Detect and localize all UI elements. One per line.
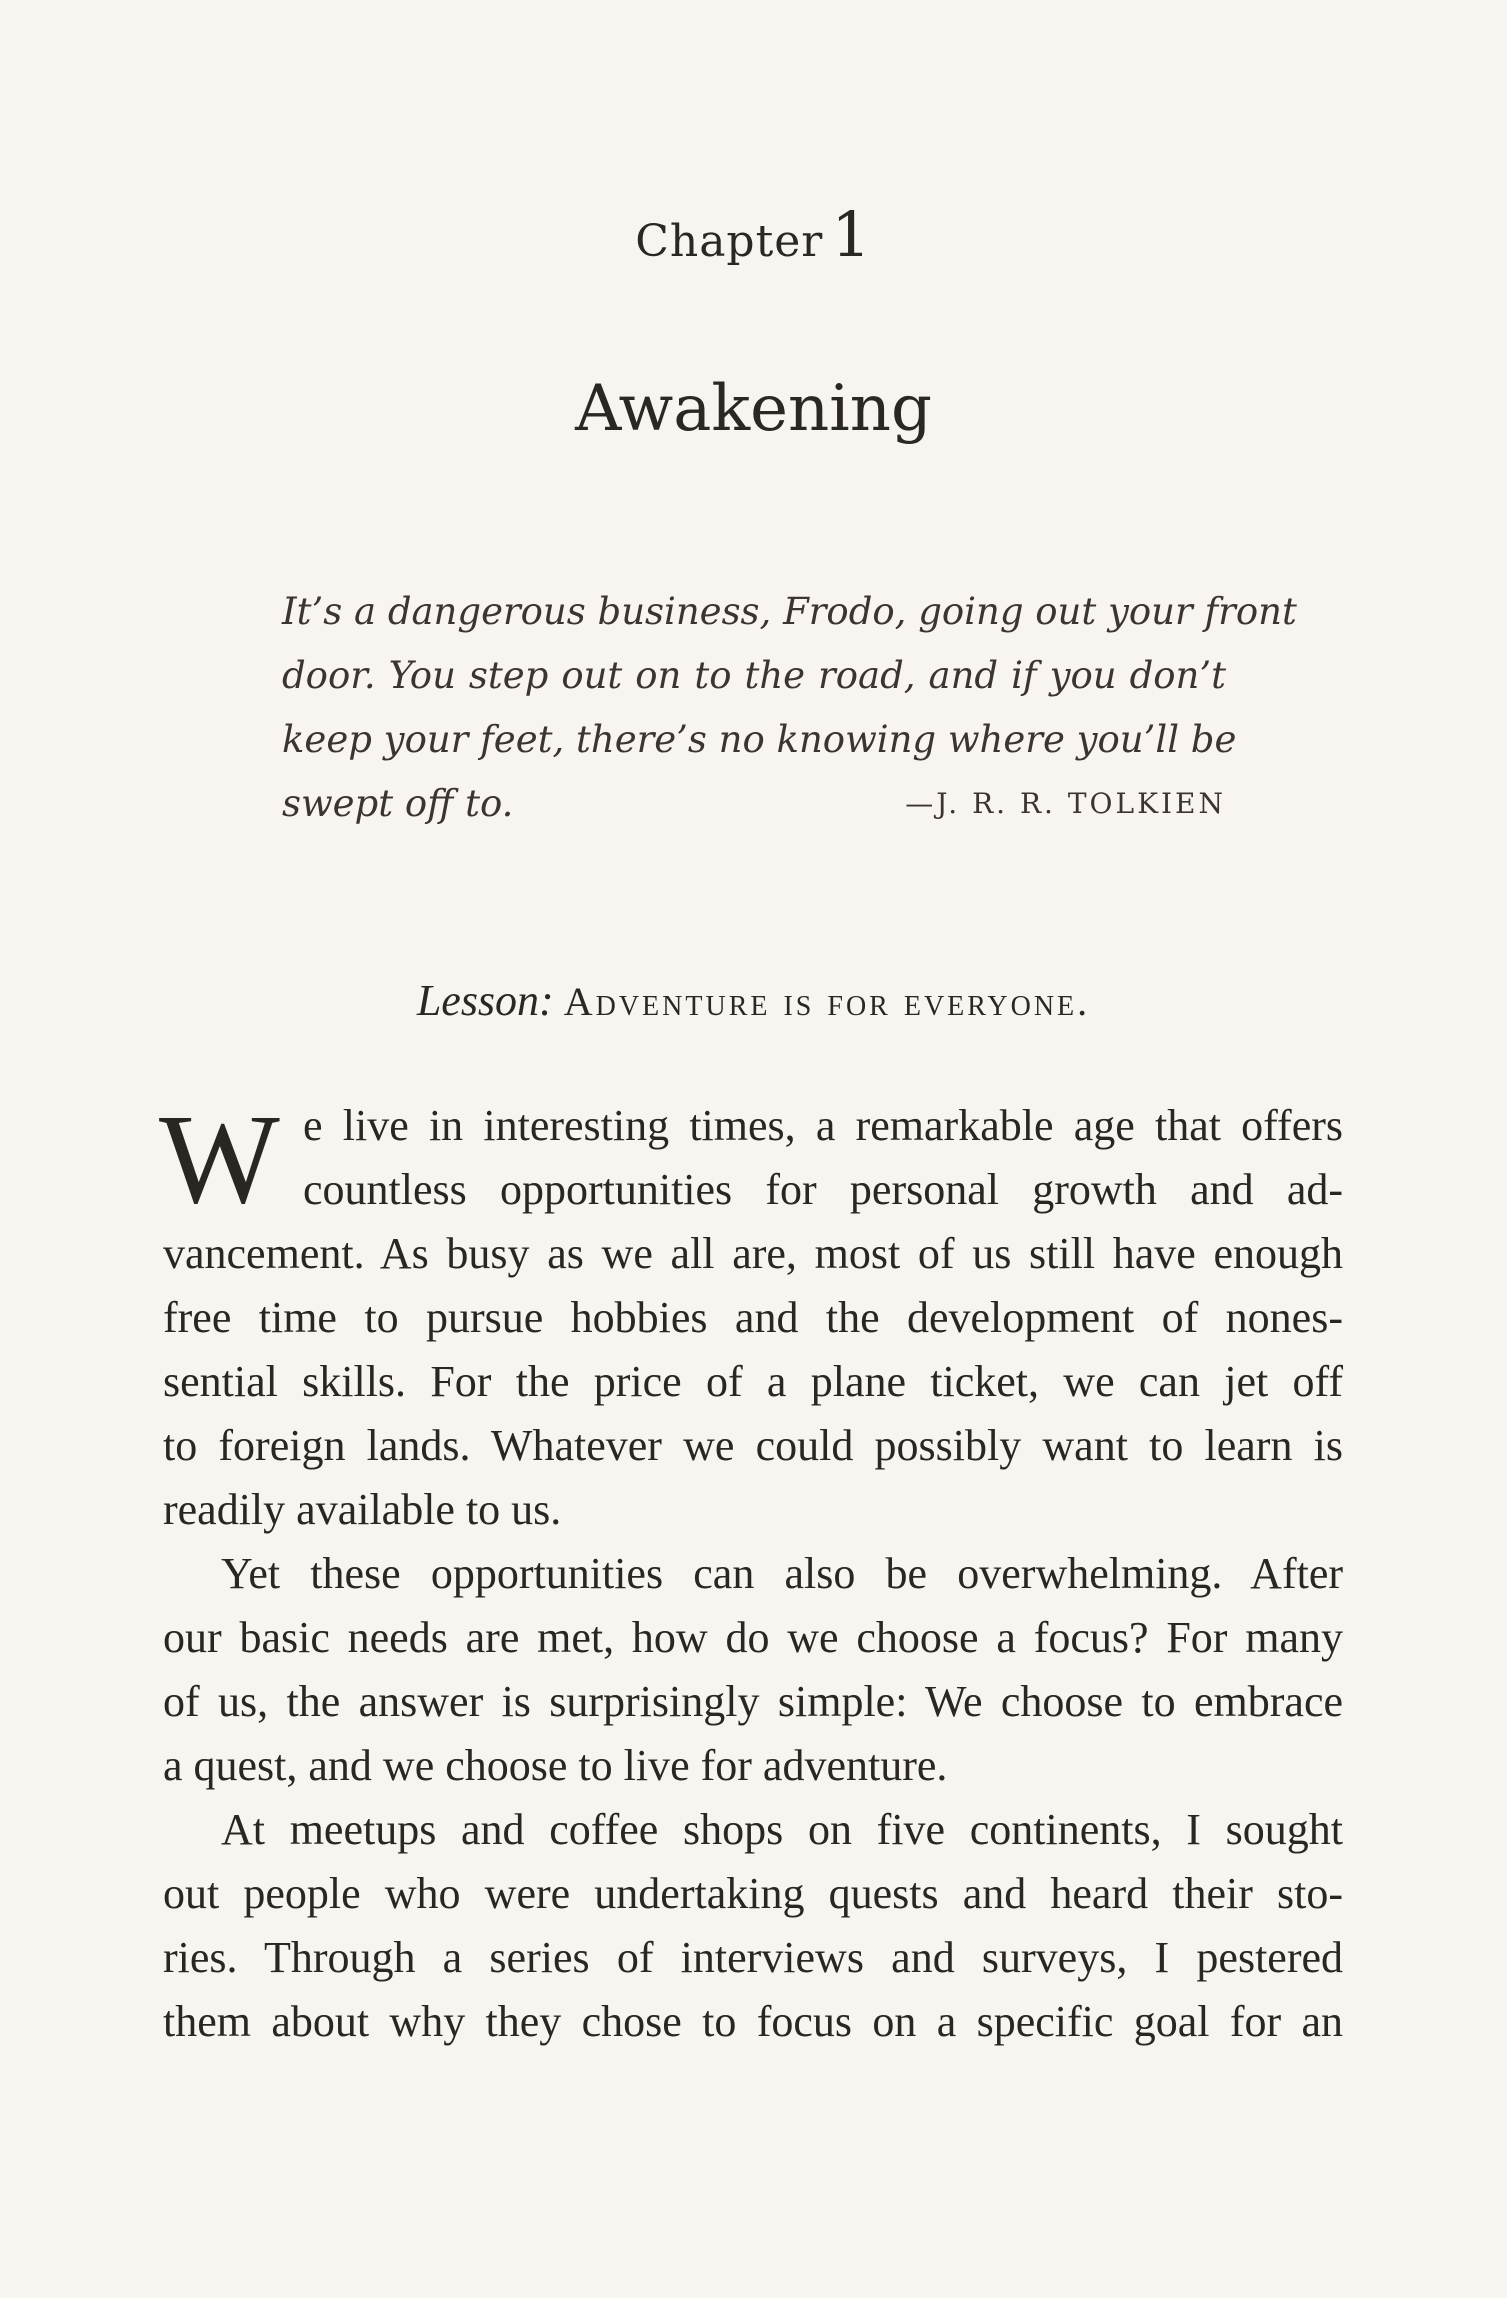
epigraph-line: door. You step out on to the road, and if you don’t: [282, 654, 1226, 697]
paragraph: [163, 1798, 1343, 2054]
chapter-number: 1: [831, 198, 872, 271]
body-text: [159, 1088, 1343, 2054]
lesson-text: Adventure is for everyone.: [563, 979, 1091, 1024]
body-line: of us, the answer is surprisingly simple: We choose to embrace: [163, 1677, 1343, 1726]
epigraph-line: keep your feet, there’s no knowing where you’ll be: [282, 718, 1237, 761]
lesson-heading: [0, 975, 1507, 1026]
body-line: Yet these opportunities can also be overwhelming. After: [221, 1549, 1343, 1598]
body-line: readily available to us.: [163, 1485, 562, 1534]
body-line: them about why they chose to focus on a specific goal for an: [163, 1997, 1343, 2046]
epigraph-line: It’s a dangerous business, Frodo, going out your front: [282, 590, 1297, 633]
chapter-label: [0, 198, 1507, 271]
body-line: out people who were undertaking quests and heard their sto-: [163, 1869, 1343, 1918]
paragraph: [159, 1088, 1343, 1542]
chapter-title: Awakening: [575, 372, 932, 446]
body-line: countless opportunities for personal growth and ad-: [303, 1165, 1343, 1214]
body-line: ries. Through a series of interviews and surveys, I pestered: [163, 1933, 1343, 1982]
body-line: our basic needs are met, how do we choose a focus? For many: [163, 1613, 1343, 1662]
epigraph: [282, 580, 1297, 836]
body-line: e live in interesting times, a remarkable age that offers: [303, 1101, 1343, 1150]
lesson-label: Lesson:: [416, 976, 554, 1025]
body-line: At meetups and coffee shops on five continents, I sought: [221, 1805, 1343, 1854]
chapter-word: Chapter: [635, 216, 824, 267]
body-line: vancement. As busy as we all are, most of us still have enough: [163, 1229, 1343, 1278]
body-line: to foreign lands. Whatever we could possibly want to learn is: [163, 1421, 1343, 1470]
paragraph: [163, 1542, 1343, 1798]
drop-cap: W: [159, 1088, 280, 1230]
epigraph-attribution: —J. R. R. TOLKIEN: [905, 787, 1226, 820]
epigraph-line: swept off to.: [282, 782, 514, 825]
body-line: sential skills. For the price of a plane ticket, we can jet off: [163, 1357, 1343, 1406]
body-line: a quest, and we choose to live for adventure.: [163, 1741, 948, 1790]
epigraph-last-line: [282, 772, 1226, 836]
body-line: free time to pursue hobbies and the development of nones-: [163, 1293, 1343, 1342]
